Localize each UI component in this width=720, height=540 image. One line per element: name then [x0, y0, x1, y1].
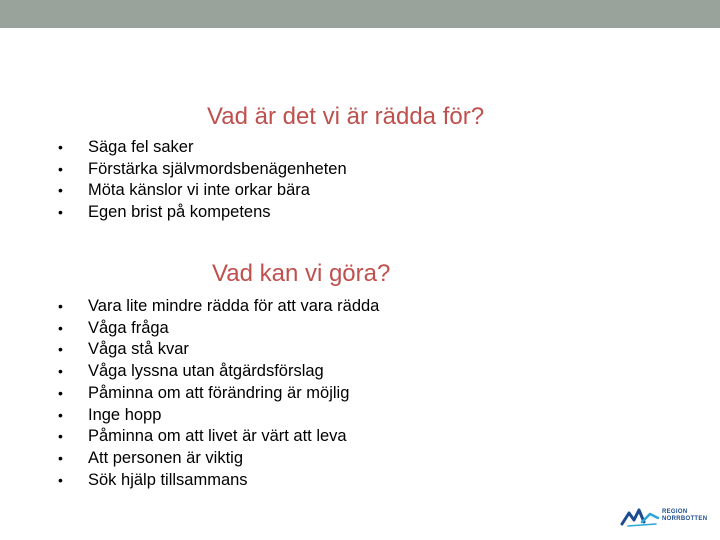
bullet-icon: •	[58, 449, 63, 466]
bullet-icon: •	[58, 471, 63, 488]
bullet-icon: •	[58, 204, 63, 221]
list-item	[58, 339, 379, 361]
list-item-text: Våga stå kvar	[88, 340, 189, 359]
list-item-text: Våga lyssna utan åtgärdsförslag	[88, 362, 324, 381]
logo-line-1: REGION	[662, 509, 688, 515]
list-item	[58, 383, 379, 405]
bullet-icon: •	[58, 384, 63, 401]
list-item	[58, 180, 347, 202]
list-item	[58, 159, 347, 181]
list-item-text: Att personen är viktig	[88, 448, 243, 467]
bullet-icon: •	[58, 139, 63, 155]
list-item	[58, 426, 379, 448]
logo-text	[662, 509, 707, 523]
list-item	[58, 318, 379, 340]
bullet-icon: •	[58, 428, 63, 445]
list-item-text: Sök hjälp tillsammans	[88, 470, 248, 489]
bullet-icon: •	[58, 182, 63, 199]
list-item	[58, 296, 379, 318]
bullet-icon: •	[58, 406, 63, 423]
list-item-text: Påminna om att livet är värt att leva	[88, 427, 347, 446]
list-item-text: Möta känslor vi inte orkar bära	[88, 181, 310, 200]
top-banner	[0, 0, 720, 28]
bullet-icon: •	[58, 341, 63, 358]
list-item-text: Inge hopp	[88, 405, 162, 424]
list-item-text: Vara lite mindre rädda för att vara rädda	[88, 297, 380, 315]
section-title-fears: Vad är det vi är rädda för?	[207, 103, 485, 130]
list-item	[58, 361, 379, 383]
list-item-text: Säga fel saker	[88, 138, 194, 156]
region-norrbotten-logo	[620, 504, 712, 530]
logo-mark-icon	[620, 504, 660, 530]
list-item	[58, 470, 379, 492]
list-item	[58, 405, 379, 427]
actions-list	[58, 296, 379, 491]
list-item	[58, 448, 379, 470]
list-item	[58, 202, 347, 224]
list-item-text: Egen brist på kompetens	[88, 203, 271, 222]
list-item	[58, 137, 347, 159]
list-item-text: Våga fråga	[88, 318, 169, 337]
fears-list	[58, 137, 347, 224]
bullet-icon: •	[58, 160, 63, 177]
list-item-text: Påminna om att förändring är möjlig	[88, 383, 350, 402]
list-item-text: Förstärka självmordsbenägenheten	[88, 159, 347, 178]
bullet-icon: •	[58, 319, 63, 336]
bullet-icon: •	[58, 298, 63, 314]
bullet-icon: •	[58, 363, 63, 380]
section-title-actions: Vad kan vi göra?	[212, 260, 391, 287]
logo-line-2: NORRBOTTEN	[662, 516, 708, 522]
